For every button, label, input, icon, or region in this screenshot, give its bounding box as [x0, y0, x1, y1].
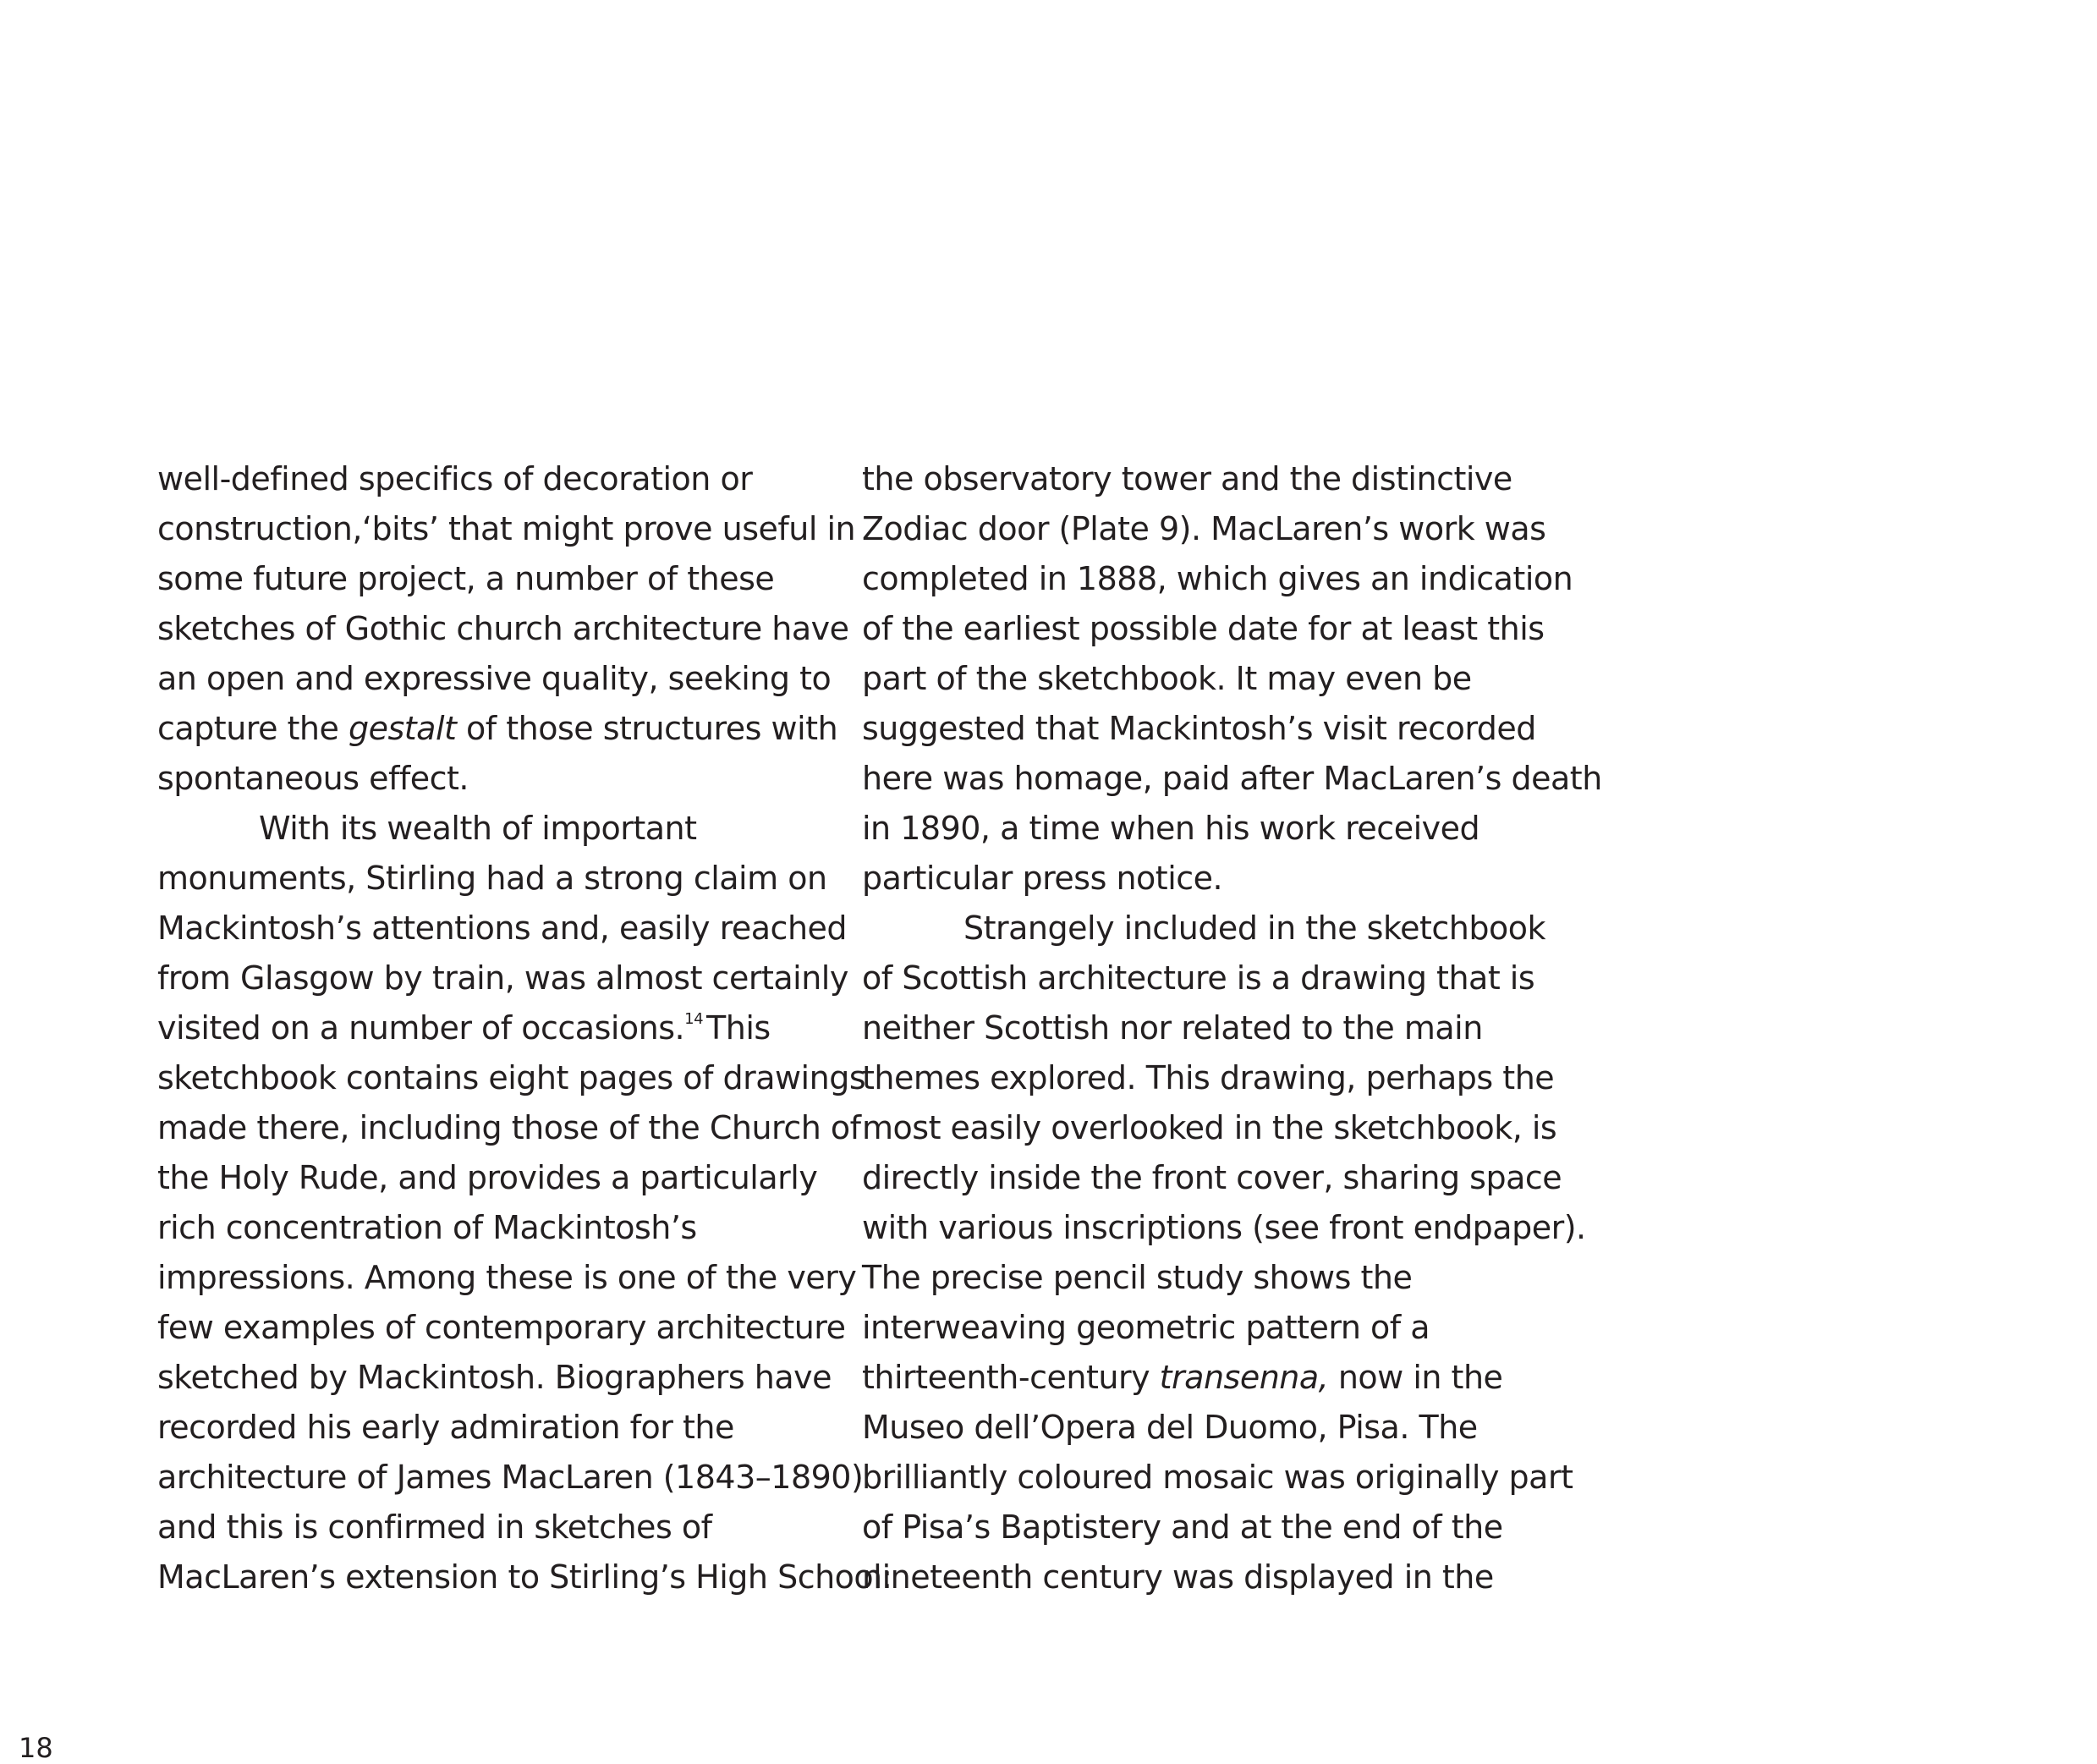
text-line: sketchbook contains eight pages of drawings: [157, 1059, 866, 1096]
text-line: Zodiac door (Plate 9). MacLaren’s work was: [862, 510, 1546, 547]
text-line: MacLaren’s extension to Stirling’s High School:: [157, 1558, 892, 1596]
paragraph-first-line: Strangely included in the sketchbook: [963, 909, 1546, 947]
footnote-marker: 14: [684, 1010, 704, 1028]
text-line: suggested that Mackintosh’s visit recorded: [862, 710, 1536, 747]
text-line-with-footnote: [157, 1003, 834, 1053]
text-line: of Pisa’s Baptistery and at the end of the: [862, 1508, 1503, 1546]
paragraph-first-line: With its wealth of important: [259, 810, 697, 847]
text-line: and this is confirmed in sketches of: [157, 1508, 712, 1546]
text-line: few examples of contemporary architecture: [157, 1309, 846, 1346]
text-line: an open and expressive quality, seeking to: [157, 660, 832, 697]
right-text-column: [862, 454, 1602, 1602]
text-line: rich concentration of Mackintosh’s: [157, 1209, 697, 1246]
text-line: most easily overlooked in the sketchbook, is: [862, 1109, 1557, 1146]
text-line: Mackintosh’s attentions and, easily reached: [157, 909, 848, 947]
text-line: here was homage, paid after MacLaren’s death: [862, 760, 1602, 797]
text-line: well-defined specifics of decoration or: [157, 460, 753, 497]
left-text-column: [157, 454, 892, 1602]
text-line: some future project, a number of these: [157, 560, 775, 597]
text-segment: thirteenth-century: [862, 1359, 1160, 1396]
text-line: themes explored. This drawing, perhaps the: [862, 1059, 1555, 1096]
text-line: of Scottish architecture is a drawing that is: [862, 959, 1535, 997]
text-line: made there, including those of the Church of: [157, 1109, 861, 1146]
text-segment: visited on a number of occasions.: [157, 1009, 685, 1047]
text-line: The precise pencil study shows the: [862, 1259, 1413, 1296]
text-line: interweaving geometric pattern of a: [862, 1309, 1430, 1346]
text-line: directly inside the front cover, sharing space: [862, 1159, 1562, 1196]
italic-term: transenna,: [1159, 1359, 1329, 1396]
text-line: the Holy Rude, and provides a particularly: [157, 1159, 818, 1196]
text-line: from Glasgow by train, was almost certainly: [157, 959, 848, 997]
text-segment: now in the: [1328, 1359, 1503, 1396]
text-line: architecture of James MacLaren (1843–1890): [157, 1459, 864, 1496]
italic-term: gestalt: [348, 710, 457, 747]
text-line: construction,‘bits’ that might prove useful in: [157, 510, 856, 547]
text-line-with-italic: [862, 1353, 1539, 1403]
text-line: completed in 1888, which gives an indication: [862, 560, 1573, 597]
text-line-with-italic: [157, 704, 838, 754]
text-line: sketched by Mackintosh. Biographers have: [157, 1359, 832, 1396]
text-segment: This: [706, 1009, 771, 1047]
text-line: monuments, Stirling had a strong claim on: [157, 860, 827, 897]
text-segment: of those structures with: [456, 710, 838, 747]
text-line: nineteenth century was displayed in the: [862, 1558, 1494, 1596]
text-line: neither Scottish nor related to the main: [862, 1009, 1483, 1047]
text-line: Museo dell’Opera del Duomo, Pisa. The: [862, 1409, 1478, 1446]
text-line: particular press notice.: [862, 860, 1223, 897]
text-line: in 1890, a time when his work received: [862, 810, 1480, 847]
text-segment: capture the: [157, 710, 349, 747]
text-line: brilliantly coloured mosaic was originally part: [862, 1459, 1573, 1496]
text-line: part of the sketchbook. It may even be: [862, 660, 1472, 697]
text-line: of the earliest possible date for at least this: [862, 610, 1545, 647]
text-line: impressions. Among these is one of the very: [157, 1259, 857, 1296]
text-line: spontaneous effect.: [157, 760, 469, 797]
text-line: the observatory tower and the distinctive: [862, 460, 1512, 497]
text-line: sketches of Gothic church architecture have: [157, 610, 849, 647]
text-line: recorded his early admiration for the: [157, 1409, 734, 1446]
text-line: with various inscriptions (see front endpaper).: [862, 1209, 1586, 1246]
page-number: 18: [19, 1732, 53, 1764]
